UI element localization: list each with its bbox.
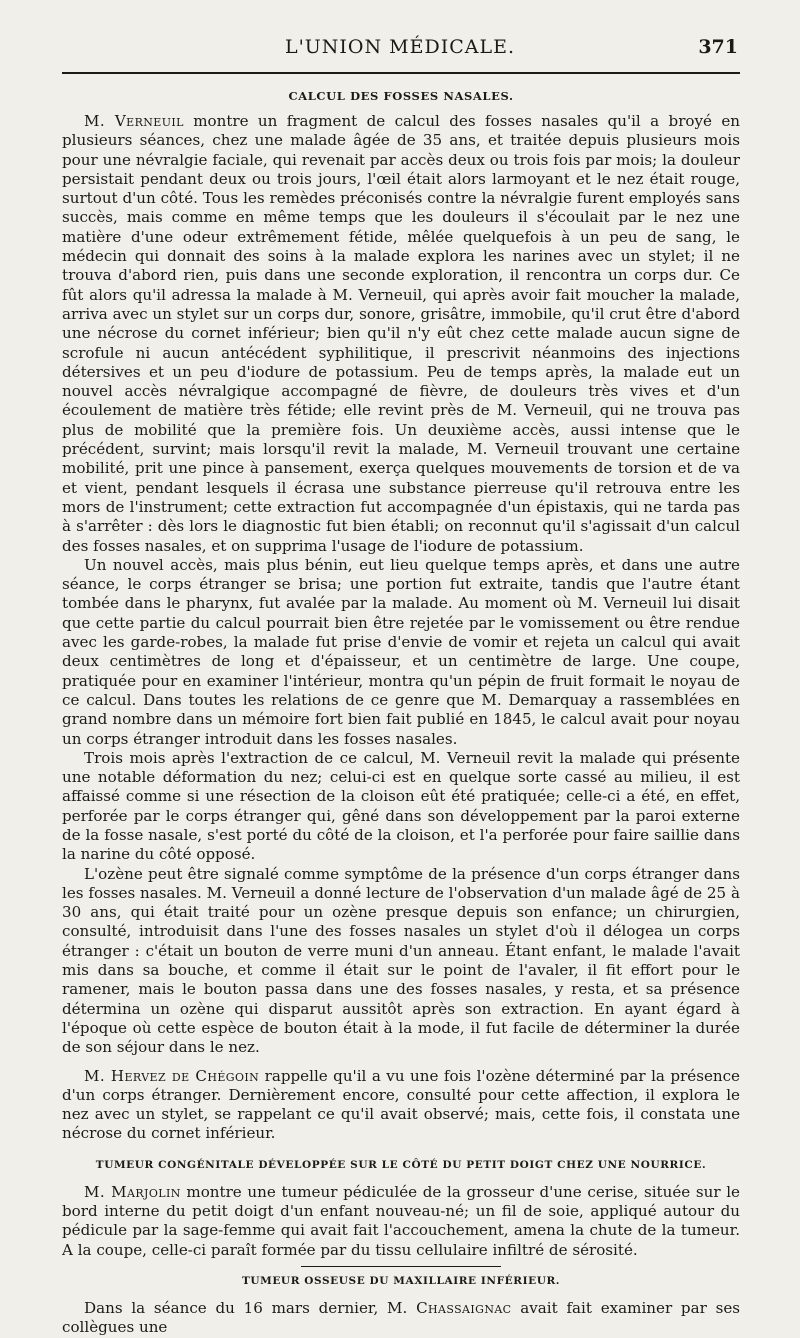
paragraph: L'ozène peut être signalé comme symptôme de la présence d'un corps étranger dans les fosses nasales. M. Verneuil a donné lecture de l'observation d'un malade âgé de 25 à 30 ans, qui était traité pour un ozène presque depuis son enfance; un chirurgien, consulté, introduisit dans l'une des fosses nasales un stylet d'où il délogea un corps étranger : c'était un bouton de verre muni d'un anneau. Étant enfant, le malade l'avait mis dans sa bouche, et comme il était sur le point de l'avaler, il fit effort pour le ramener, mais le bouton passa dans une des fosses nasales, y resta, et sa présence détermina un ozène qui disparut aussitôt après son extraction. En ayant égard à l'époque où cette espèce de bouton était à la mode, il fut facile de déterminer la durée de son séjour dans le nez. (62, 864, 740, 1057)
spacer (62, 1058, 740, 1067)
section-title-tumeur-congenitale: TUMEUR CONGÉNITALE DÉVELOPPÉE SUR LE CÔTÉ DU PETIT DOIGT CHEZ UNE NOURRICE. (95, 1158, 707, 1171)
paragraph-text: avait fait examiner par ses collègues une (62, 1298, 740, 1337)
paragraph-text: Dans la séance du 16 mars dernier, M. (84, 1298, 417, 1317)
paragraph: Trois mois après l'extraction de ce calcul, M. Verneuil revit la malade qui présente une notable déformation du nez; celui-ci est en quelque sorte cassé au milieu, il est affaissé comme si une résection de la cloison eût été pratiquée; celle-ci a été, en effet, perforée par le corps étranger qui, gêné dans son développement par la paroi externe de la fosse nasale, s'est porté du côté de la cloison, et l'a perforée pour faire saillie dans la narine du côté opposé. (62, 748, 740, 864)
section-title-tumeur-osseuse: TUMEUR OSSEUSE DU MAXILLAIRE INFÉRIEUR. (241, 1274, 561, 1287)
page-number: 371 (698, 36, 738, 58)
page-header (62, 36, 738, 66)
running-title: L'UNION MÉDICALE. (284, 36, 516, 58)
section-title-calcul: CALCUL DES FOSSES NASALES. (288, 89, 514, 103)
paragraph (62, 112, 740, 556)
spacer (62, 1144, 740, 1153)
paragraph: Un nouvel accès, mais plus bénin, eut lieu quelque temps après, et dans une autre séance, le corps étranger se brisa; une portion fut extraite, tandis que l'autre étant tombée dans le pharynx, fut avalée par la malade. Au moment où M. Verneuil lui disait que cette partie du calcul pourrait bien être rejetée par le vomissement ou être rendue avec les garde-robes, la malade fut prise d'envie de vomir et rejeta un calcul qui avait deux centimètres de long et d'épaisseur, et un centimètre de large. Une coupe, pratiquée pour en examiner l'intérieur, montra qu'un pépin de fruit formait le noyau de ce calcul. Dans toutes les relations de ce genre que M. Demarquay a rassemblées en grand nombre dans un mémoire fort bien fait publié en 1845, le calcul avait pour noyau un corps étranger introduit dans les fosses nasales. (62, 555, 740, 748)
paragraph-text: montre un fragment de calcul des fosses nasales qu'il a broyé en plusieurs séances, chez une malade âgée de 35 ans, et traitée depuis plusieurs mois pour une névralgie faciale, qui revenait par accès deux ou trois fois par mois; la douleur persistait pendant deux ou trois jours, l'œil était alors larmoyant et le nez était rouge, surtout d'un côté. Tous les remèdes préconisés contre la névralgie furent employés sans succès, mais comme en même temps que les douleurs il s'écoulait par le nez une matière d'une odeur extrêmement fétide, mêlée quelquefois à un peu de sang, le médecin qui donnait des soins à la malade explora les narines avec un stylet; il ne trouva d'abord rien, puis dans une seconde exploration, il rencontra un corps dur. Ce fût alors qu'il adressa la malade à M. Verneuil, qui après avoir fait moucher la malade, arriva avec un stylet sur un corps dur, sonore, grisâtre, immobile, qu'il crut être d'abord une nécrose du cornet inférieur; bien qu'il n'y eût chez cette malade aucun signe de scrofule ni aucun antécédent syphilitique, il prescrivit néanmoins des injections détersives et un peu d'iodure de potassium. Peu de temps après, la malade eut un nouvel accès névralgique accompagné de fièvre, de douleurs très vives et d'un écoulement de matière très fétide; elle revint près de M. Verneuil, qui ne trouva pas plus de mobilité que la première fois. Un deuxième accès, aussi intense que le précédent, survint; mais lorsqu'il revit la malade, M. Verneuil trouvant une certaine mobilité, prit une pince à pansement, exerça quelques mouvements de torsion et de va et vient, pendant lesquels il écrasa une substance pierreuse qu'il retrouva entre les mors de l'instrument; cette extraction fut accompagnée d'un épistaxis, qui ne tarda pas à s'arrêter : dès lors le diagnostic fut bien établi; on reconnut qu'il s'agissait d'un calcul des fosses nasales, et on supprima l'usage de l'iodure de potassium. (62, 112, 740, 555)
header-rule (62, 72, 740, 74)
article-body (62, 86, 740, 1338)
paragraph (62, 1299, 740, 1338)
paragraph-text: montre une tumeur pédiculée de la grosseur d'une cerise, située sur le bord interne du petit doigt d'un enfant nouveau-né; un fil de soie, appliqué autour du pédicule par la sage-femme qui avait fait l'accouchement, amena la chute de la tumeur. A la coupe, celle-ci paraît formée par du tissu cellulaire infiltré de sérosité. (62, 1182, 740, 1259)
speaker-name: Chassaignac (416, 1298, 512, 1317)
speaker-name: M. Hervez de Chégoin (84, 1066, 260, 1085)
section-rule (301, 1266, 501, 1267)
paragraph (62, 1067, 740, 1144)
speaker-name: M. Verneuil (84, 112, 184, 130)
paragraph-text: rappelle qu'il a vu une fois l'ozène déterminé par la présence d'un corps étranger. Dernièrement encore, consulté pour cette affection, il explora le nez avec un stylet, se rappelant ce qu'il avait observé; mais, cette fois, il constata une nécrose du cornet inférieur. (62, 1066, 740, 1143)
paragraph (62, 1183, 740, 1260)
speaker-name: M. Marjolin (84, 1182, 181, 1201)
